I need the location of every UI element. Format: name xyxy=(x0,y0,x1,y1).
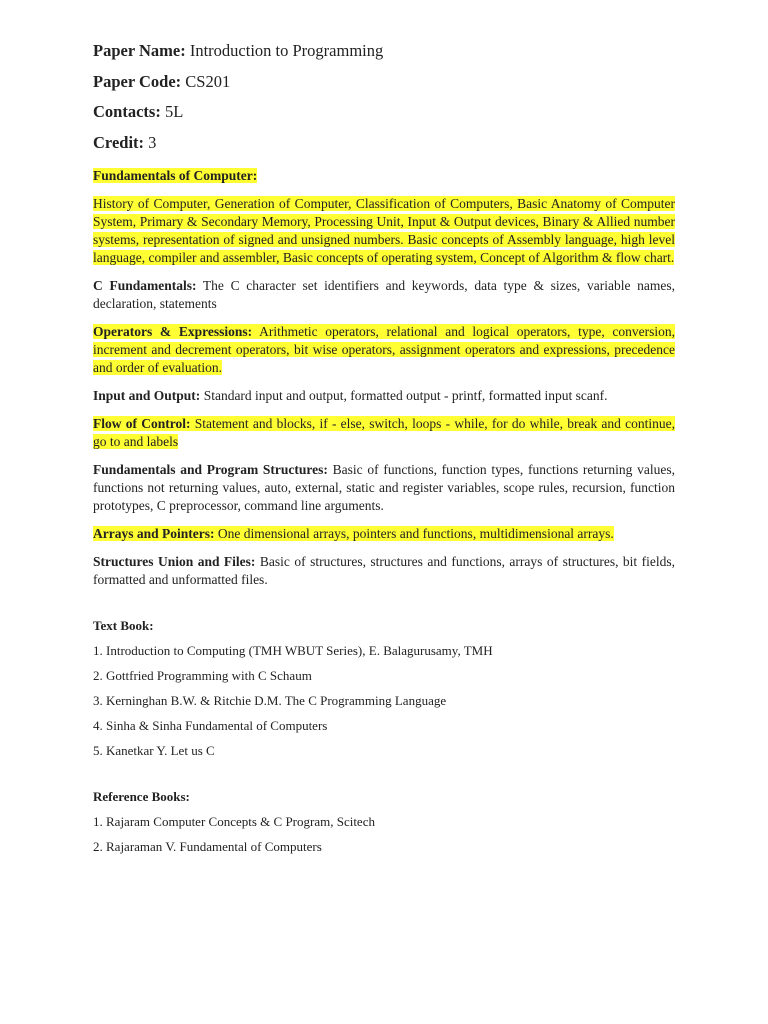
text-book-item: 4. Sinha & Sinha Fundamental of Computers xyxy=(93,717,328,733)
text-book-heading: Text Book: xyxy=(93,617,154,633)
topic-operators-expressions xyxy=(93,323,675,377)
text-book-item: 1. Introduction to Computing (TMH WBUT Series), E. Balagurusamy, TMH xyxy=(93,642,493,658)
fundamentals-of-computer-body-text: History of Computer, Generation of Computer, Classification of Computers, Basic Anatomy of Computer System, Primary & Secondary Memory, Processing Unit, Input & Output devices, Binary & Allied number systems, representation of signed and unsigned numbers. Basic concepts of Assembly language, high level language, compiler and assembler, Basic concepts of operating system, Concept of Algorithm & flow chart. xyxy=(93,195,675,265)
topic-arrays-pointers xyxy=(93,525,675,543)
topic-title: C Fundamentals: xyxy=(93,277,197,293)
topic-structures-union-files xyxy=(93,553,675,589)
fundamentals-of-computer-heading xyxy=(93,167,675,185)
fundamentals-of-computer-body xyxy=(93,195,675,267)
credit-label: Credit: xyxy=(93,132,145,152)
paper-code-label: Paper Code: xyxy=(93,71,182,91)
topic-body: Statement and blocks, if - else, switch, loops - while, for do while, break and continue, go to and labels xyxy=(93,415,675,449)
topic-c-fundamentals xyxy=(93,277,675,313)
reference-book-item: 1. Rajaram Computer Concepts & C Program, Scitech xyxy=(93,813,375,829)
topic-body: One dimensional arrays, pointers and functions, multidimensional arrays. xyxy=(217,525,614,541)
paper-code-line xyxy=(93,71,675,93)
paper-name-label: Paper Name: xyxy=(93,41,186,60)
topic-title: Operators & Expressions: xyxy=(93,323,253,339)
topic-program-structures xyxy=(93,461,675,515)
text-book-item: 2. Gottfried Programming with C Schaum xyxy=(93,667,312,683)
topic-body: Arithmetic operators, relational and logical operators, type, conversion, increment and decrement operators, bit wise operators, assignment operators and expressions, precedence and order of evaluation. xyxy=(93,323,676,375)
contacts-value: 5L xyxy=(164,102,184,121)
topic-title: Flow of Control: xyxy=(93,415,191,431)
contacts-label: Contacts: xyxy=(93,102,161,121)
topic-body: The C character set identifiers and keywords, data type & sizes, variable names, declaration, statements xyxy=(93,277,675,311)
topic-body: Basic of functions, function types, functions returning values, functions not returning values, auto, external, static and register variables, scope rules, recursion, function prototypes, C preprocessor, command line arguments. xyxy=(93,461,676,513)
text-book-item: 3. Kerninghan B.W. & Ritchie D.M. The C Programming Language xyxy=(93,692,447,708)
reference-books-heading: Reference Books: xyxy=(93,788,190,804)
reference-book-item: 2. Rajaraman V. Fundamental of Computers xyxy=(93,838,322,854)
topic-title: Structures Union and Files: xyxy=(93,553,256,569)
text-book-item: 5. Kanetkar Y. Let us C xyxy=(93,742,215,758)
paper-name-value: Introduction to Programming xyxy=(189,41,384,60)
syllabus-page xyxy=(93,40,675,863)
topic-body: Basic of structures, structures and functions, arrays of structures, bit fields, formatted and unformatted files. xyxy=(93,553,676,587)
topic-title: Input and Output: xyxy=(93,387,201,403)
topic-flow-of-control xyxy=(93,415,675,451)
paper-name-line xyxy=(93,40,675,62)
contacts-line xyxy=(93,101,675,123)
credit-line xyxy=(93,132,675,154)
paper-code-value: CS201 xyxy=(185,71,231,91)
fundamentals-of-computer-heading-text: Fundamentals of Computer: xyxy=(93,167,258,183)
topic-body: Standard input and output, formatted output - printf, formatted input scanf. xyxy=(203,387,608,403)
topic-title: Arrays and Pointers: xyxy=(93,525,215,541)
topic-title: Fundamentals and Program Structures: xyxy=(93,461,328,477)
credit-value: 3 xyxy=(148,132,157,152)
topic-input-output xyxy=(93,387,675,405)
